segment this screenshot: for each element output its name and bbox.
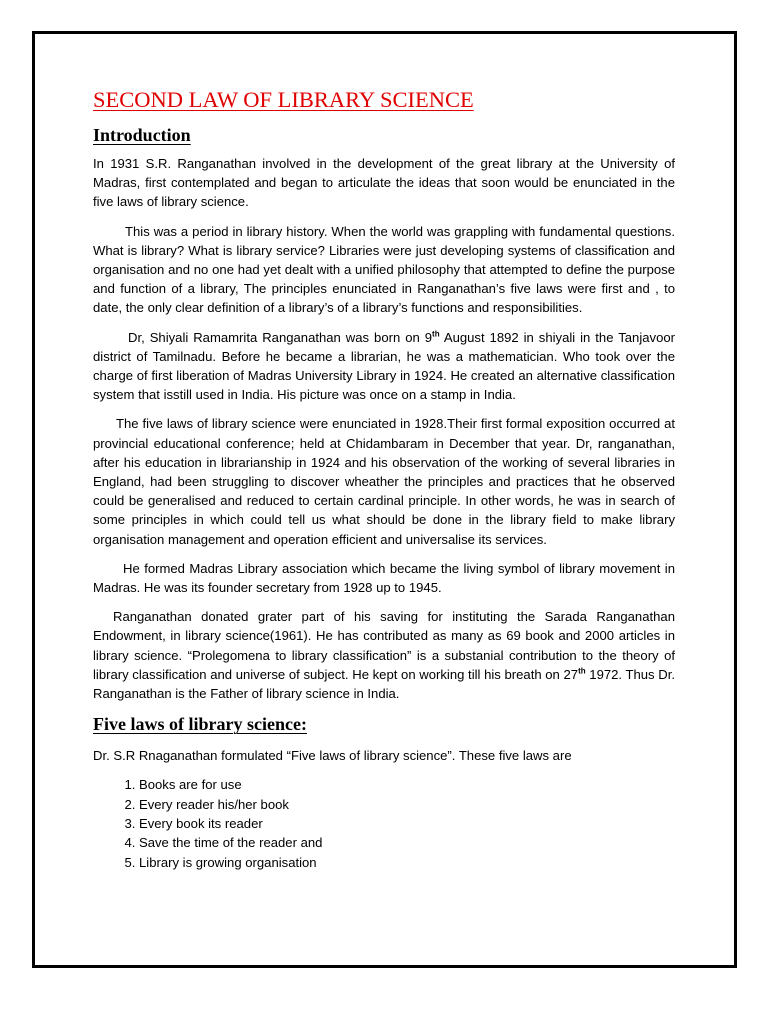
paragraph-6 — [93, 607, 675, 703]
list-item: 5. Library is growing organisation — [139, 853, 675, 872]
laws-heading: Five laws of library science: — [93, 714, 307, 735]
paragraph-3-superscript: th — [432, 329, 440, 339]
list-item: 3. Every book its reader — [139, 814, 675, 833]
document-body — [93, 86, 675, 872]
paragraph-6-part-a: Ranganathan donated grater part of his saving for instituting the Sarada Ranganathan Endowment, in library science(1961). He has contributed as many as 69 book and 2000 articles in library science. “Prolegomena to library classification” is a substanial contribution to the theory of library classification and universe of subject. He kept on working till his breath on 27 — [93, 609, 675, 682]
list-item: 4. Save the time of the reader and — [139, 833, 675, 852]
list-item: 2. Every reader his/her book — [139, 795, 675, 814]
paragraph-5: He formed Madras Library association which became the living symbol of library movement in Madras. He was its founder secretary from 1928 up to 1945. — [93, 560, 675, 596]
laws-list — [93, 775, 675, 871]
paragraph-6-superscript: th — [578, 666, 586, 676]
paragraph-4: The five laws of library science were enunciated in 1928.Their first formal exposition occurred at provincial educational conference; held at Chidambaram in December that year. Dr, ranganathan, after his education in librarianship in 1924 and his observation of the working of several libraries in England, had been struggling to discover wheather the principles and practices that he observed could be generalised and reduced to certain cardinal principle. In other words, he was in search of some principles in which could tell us what should be done in the library field to make library organisation management and operation efficient and universalise its services. — [93, 416, 675, 547]
document-title: SECOND LAW OF LIBRARY SCIENCE — [93, 87, 474, 112]
paragraph-6-part-b: 1972. Thus Dr. Ranganathan is the Father of library science in India. — [93, 666, 675, 702]
paragraph-2: This was a period in library history. When the world was grappling with fundamental questions. What is library? What is library service? Libraries were just developing systems of classification and organisation and no one had yet dealt with a unified philosophy that attempted to define the purpose and function of a library, The principles enunciated in Ranganathan’s five laws were first and , to date, the only clear definition of a library’s of a library’s functions and responsibilities. — [93, 223, 675, 316]
paragraph-3-part-a: Dr, Shiyali Ramamrita Ranganathan was born on 9 — [128, 329, 433, 345]
list-item: 1. Books are for use — [139, 775, 675, 794]
paragraph-3-part-b: August 1892 in shiyali in the Tanjavoor district of Tamilnadu. Before he became a librarian, he was a mathematician. Who took over the charge of first liberation of Madras University Library in 1924. He created an alternative classification system that isstill used in India. His picture was once on a stamp in India. — [93, 329, 675, 403]
paragraph-1: In 1931 S.R. Ranganathan involved in the development of the great library at the University of Madras, first contemplated and began to articulate the ideas that soon would be enunciated in the five laws of library science. — [93, 156, 675, 210]
intro-heading: Introduction — [93, 125, 191, 145]
laws-intro: Dr. S.R Rnaganathan formulated “Five laws of library science”. These five laws are — [93, 748, 572, 764]
paragraph-3 — [93, 328, 675, 405]
